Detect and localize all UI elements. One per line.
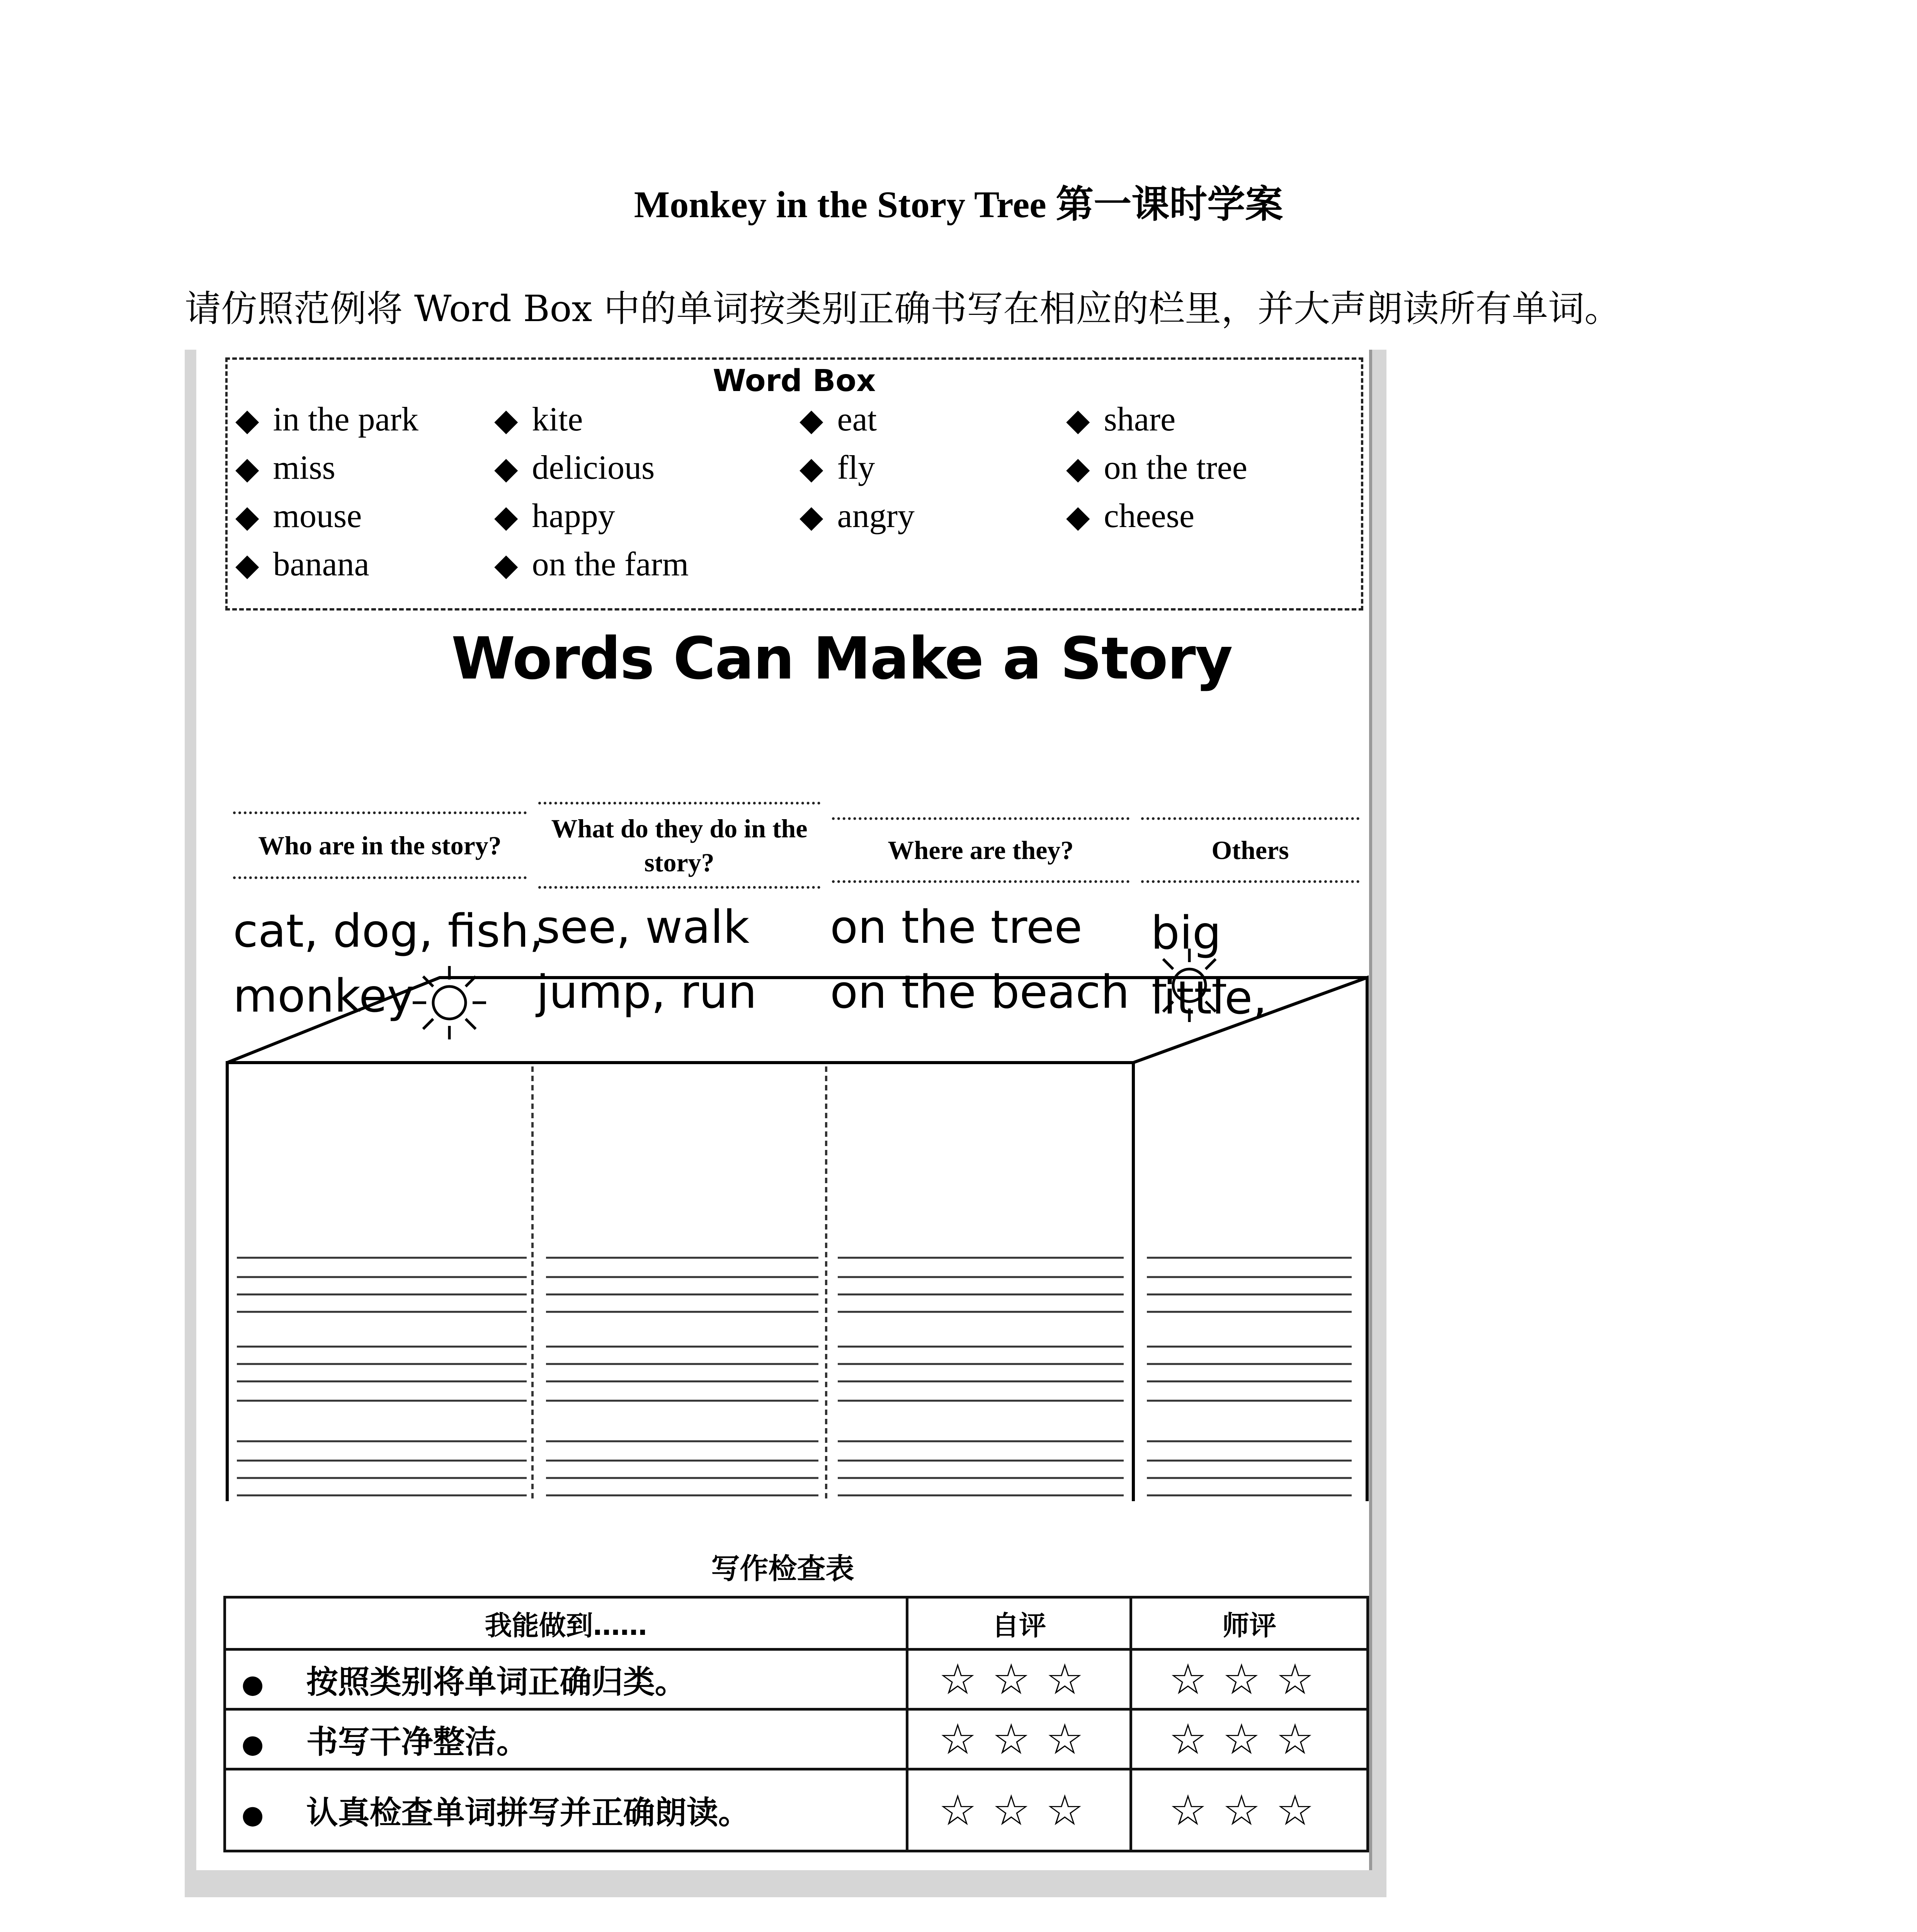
diamond-bullet-icon: ◆ (494, 402, 518, 438)
column-heading: Others (1141, 817, 1359, 883)
instruction-text: 请仿照范例将 Word Box 中的单词按类别正确书写在相应的栏里，并大声朗读所有单词。 (185, 288, 1621, 330)
checklist-header: 师评 (1131, 1597, 1368, 1650)
column-heading: Where are they? (832, 817, 1129, 883)
word-box-item: ◆ on the tree (1066, 449, 1247, 486)
self-rating-stars[interactable]: ☆☆☆ (907, 1769, 1131, 1851)
bullet-dot-icon: ● (242, 1729, 264, 1759)
story-box-drawing (196, 612, 1369, 1501)
checklist-header: 我能做到…… (225, 1597, 907, 1650)
checklist-criterion: ● 认真检查单词拼写并正确朗读。 (225, 1769, 907, 1851)
checklist-header-row (225, 1597, 1368, 1650)
word-box-item: ◆ kite (494, 401, 583, 438)
word-box-title: Word Box (713, 364, 876, 398)
word-box-item: ◆ fly (799, 449, 875, 486)
word-box-item: ◆ in the park (235, 401, 418, 438)
diamond-bullet-icon: ◆ (1066, 498, 1090, 534)
self-rating-stars[interactable]: ☆☆☆ (907, 1650, 1131, 1709)
checklist-row (225, 1709, 1368, 1769)
column-heading: What do they do in the story? (538, 802, 820, 889)
diamond-bullet-icon: ◆ (494, 450, 518, 486)
word-box-item: ◆ eat (799, 401, 877, 438)
diamond-bullet-icon: ◆ (235, 402, 259, 438)
diamond-bullet-icon: ◆ (1066, 402, 1090, 438)
diamond-bullet-icon: ◆ (235, 450, 259, 486)
self-rating-stars[interactable]: ☆☆☆ (907, 1709, 1131, 1769)
checklist-header: 自评 (907, 1597, 1131, 1650)
teacher-rating-stars[interactable]: ☆☆☆ (1131, 1650, 1368, 1709)
worksheet-image (185, 350, 1386, 1897)
checklist-criterion: ● 按照类别将单词正确归类。 (225, 1650, 907, 1709)
diamond-bullet-icon: ◆ (799, 498, 823, 534)
document-title: Monkey in the Story Tree 第一课时学案 (634, 184, 1283, 226)
word-box-item: ◆ on the farm (494, 546, 689, 583)
checklist-criterion: ● 书写干净整洁。 (225, 1709, 907, 1769)
bullet-dot-icon: ● (242, 1669, 264, 1699)
word-box-item: ◆ angry (799, 497, 915, 535)
word-box-item: ◆ banana (235, 546, 369, 583)
column-example: see, walk jump, run (536, 900, 757, 1019)
teacher-rating-stars[interactable]: ☆☆☆ (1131, 1709, 1368, 1769)
diamond-bullet-icon: ◆ (235, 498, 259, 534)
checklist-title: 写作检查表 (711, 1552, 854, 1585)
word-box (225, 357, 1363, 611)
diamond-bullet-icon: ◆ (235, 547, 259, 583)
word-box-item: ◆ happy (494, 497, 615, 535)
diamond-bullet-icon: ◆ (494, 547, 518, 583)
word-box-item: ◆ miss (235, 449, 335, 486)
diamond-bullet-icon: ◆ (1066, 450, 1090, 486)
column-example: cat, dog, fish, monkey (233, 904, 544, 1022)
bullet-dot-icon: ● (242, 1800, 264, 1830)
word-box-item: ◆ delicious (494, 449, 655, 486)
banner-title: Words Can Make a Story (451, 625, 1232, 692)
word-box-item: ◆ cheese (1066, 497, 1195, 535)
column-example: on the tree on the beach (830, 900, 1130, 1019)
diamond-bullet-icon: ◆ (799, 402, 823, 438)
box-side-face (1133, 978, 1367, 1501)
word-box-item: ◆ mouse (235, 497, 362, 535)
word-box-item: ◆ share (1066, 401, 1176, 438)
box-front-face (227, 1063, 1133, 1501)
checklist-table (223, 1596, 1369, 1852)
checklist-row (225, 1769, 1368, 1851)
teacher-rating-stars[interactable]: ☆☆☆ (1131, 1769, 1368, 1851)
diamond-bullet-icon: ◆ (494, 498, 518, 534)
diamond-bullet-icon: ◆ (799, 450, 823, 486)
worksheet-paper (196, 350, 1372, 1870)
column-example: big little, (1151, 906, 1267, 1024)
checklist-row (225, 1650, 1368, 1709)
column-heading: Who are in the story? (233, 811, 527, 879)
